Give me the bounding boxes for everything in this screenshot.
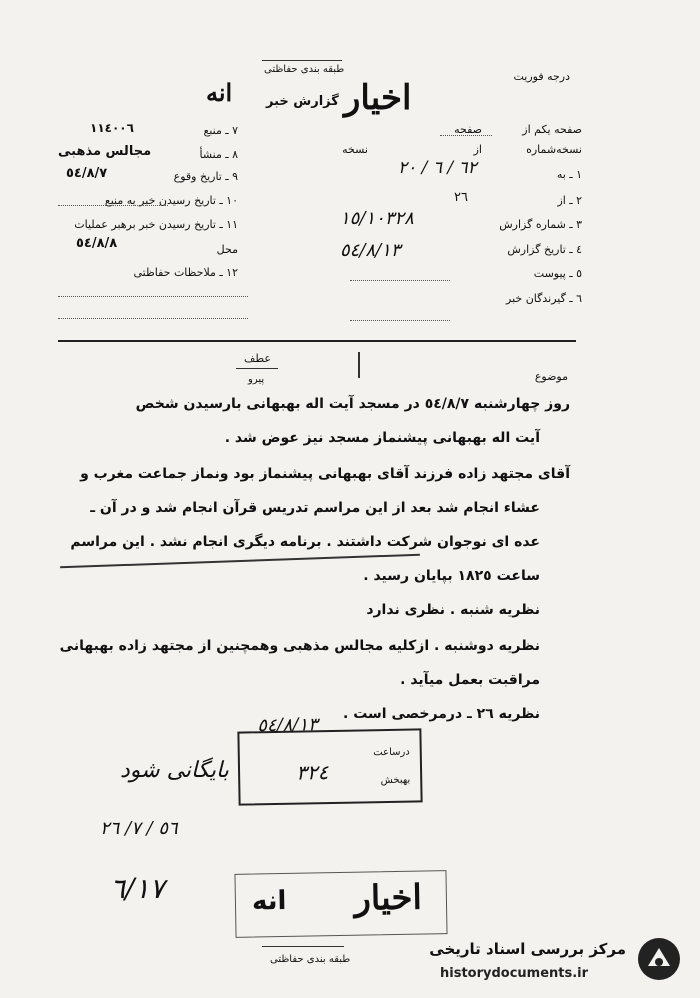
field-ops-arrival-label: ١١ ـ تاریخ رسیدن خبر برهبر عملیات <box>74 218 238 231</box>
stamp-date: ٥٤/٨/١٣ <box>257 714 318 737</box>
body-line-2: آیت اله بهبهانی پیشنماز مسجد نیز عوض شد . <box>224 430 540 446</box>
field-report-date-value: ٥٤/٨/١٣ <box>340 240 401 261</box>
field-copy-label: نسخه‌شماره <box>526 143 582 156</box>
field-from-label: ٢ ـ از <box>557 194 582 207</box>
vertical-marker <box>358 352 360 378</box>
classification-line <box>262 60 342 61</box>
field-security-notes-label: ١٢ ـ ملاحظات حفاظتی <box>133 266 238 279</box>
body-line-1: روز چهارشنبه ٥٤/٨/٧ در مسجد آیت اله بهبهانی بارسیدن شخص <box>135 396 570 412</box>
bottom-stamp <box>234 870 447 938</box>
field-origin-label: ٨ ـ منشأ <box>199 148 238 161</box>
body-line-4: عشاء انجام شد بعد از این مراسم تدریس قرآن انجام شد و در آن ـ <box>90 500 540 516</box>
field-attachment-label: ٥ ـ پیوست <box>533 267 582 280</box>
report-title: گزارش خبر <box>266 94 339 109</box>
stamp-number: ٣٢٤ <box>295 760 329 785</box>
header-stamp <box>344 78 412 118</box>
handwritten-underline <box>60 554 420 569</box>
atf-line <box>236 368 278 369</box>
body-line-5: عده ای نوجوان شرکت داشتند . برنامه دیگری انجام نشد . این مراسم <box>70 534 540 550</box>
field-recipients-dots <box>350 320 450 321</box>
field-page-suffix: صفحه <box>454 123 482 136</box>
watermark-title: مرکز بررسی اسناد تاریخی <box>429 940 626 958</box>
body-line-8: نظریه دوشنبه . ازکلیه مجالس مذهبی وهمچنین از مجتهد زاده بهبهانی <box>59 638 540 654</box>
subject-peyro: پیرو <box>248 374 265 385</box>
body-line-10: نظریه ٢٦ ـ درمرخصی است . <box>343 706 540 722</box>
field-report-date-label: ٤ ـ تاریخ گزارش <box>507 243 582 256</box>
field-to-label: ١ ـ به <box>556 168 582 181</box>
field-to-value: ٦٢ / ٦ / ٢٠ <box>398 158 477 178</box>
field-attachment-dots <box>350 280 450 281</box>
field-page-dots <box>440 135 492 136</box>
header-separator <box>58 340 576 342</box>
field-copy-mid: از <box>473 143 482 156</box>
field-source-arrival-label: ١٠ ـ تاریخ رسیدن خبر به منبع <box>104 194 238 207</box>
field-page-label: صفحه یکم از <box>522 123 582 136</box>
field-source-value: ١١٤٠٠٦ <box>90 121 134 135</box>
field-report-number-label: ٣ ـ شماره گزارش <box>499 218 582 231</box>
handwritten-note-3: ٦/١٧ <box>110 872 165 905</box>
field-report-number-value: ١٥/١٠٣٢٨ <box>340 208 414 229</box>
subject-label: موضوع <box>534 370 568 383</box>
field-origin-value: مجالس مذهبی <box>58 144 152 159</box>
stamp-line-time: درساعت <box>373 746 410 759</box>
subject-atf: عطف <box>244 352 271 365</box>
handwritten-note-2: ٥٦ / ٧/ ٢٦ <box>100 818 178 839</box>
footer-classification: طبقه بندی حفاظتی <box>270 954 351 965</box>
field-source-label: ٧ ـ منبع <box>203 124 238 137</box>
field-place-value: ٥٤/٨/٨ <box>76 236 118 251</box>
stamp-line-section: بهبخش <box>380 774 411 787</box>
receipt-stamp <box>237 714 422 805</box>
archive-logo-icon <box>636 936 682 982</box>
stamp-text: اخیار <box>344 78 412 118</box>
field-from-value: ٢٦ <box>454 190 468 205</box>
body-line-3: آقای مجتهد زاده فرزند آقای بهبهانی پیشنماز بود ونماز جماعت مغرب و <box>80 466 570 482</box>
field-recipients-label: ٦ ـ گیرندگان خبر <box>506 292 582 305</box>
body-line-9: مراقبت بعمل میآید . <box>400 672 540 688</box>
body-line-6: ساعت ١٨٢٥ بپایان رسید . <box>363 568 540 584</box>
body-line-7: نظریه شنبه . نظری ندارد <box>366 602 540 618</box>
urgency-label: درجه فوریت <box>513 70 570 83</box>
watermark-url: historydocuments.ir <box>440 966 589 981</box>
field-occurrence-date-label: ٩ ـ تاریخ وقوع <box>173 170 238 183</box>
bottom-stamp-text: اخیار <box>354 877 423 919</box>
footer-classification-line <box>262 946 344 947</box>
classification-top: طبقه بندی حفاظتی <box>264 64 345 75</box>
field-notes-dots-1 <box>58 296 248 297</box>
handwritten-note-1: بایگانی شود <box>120 758 229 783</box>
field-source-arrival-dots <box>58 205 168 206</box>
field-occurrence-date-value: ٥٤/٨/٧ <box>66 166 108 181</box>
field-copy-suffix: نسخه <box>342 143 368 156</box>
field-notes-dots-2 <box>58 318 248 319</box>
field-place-label: محل <box>216 243 238 256</box>
title-stamp-suffix: انه <box>206 78 233 107</box>
bottom-stamp-suffix: انه <box>251 885 287 917</box>
